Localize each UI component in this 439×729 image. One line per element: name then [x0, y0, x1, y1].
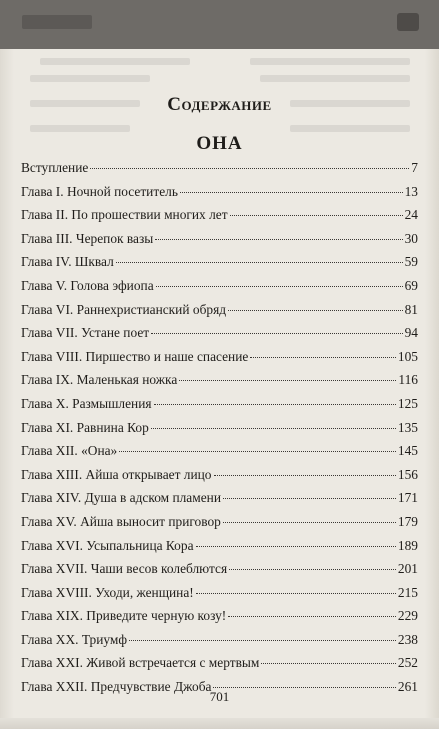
- dot-leader: [229, 569, 396, 570]
- dot-leader: [196, 593, 396, 594]
- toc-entry: [21, 325, 418, 349]
- toc-entry-page: 30: [404, 230, 418, 246]
- toc-entry: [21, 514, 418, 538]
- toc-entry-page: 229: [397, 608, 418, 624]
- toc-entry-title: Глава IX. Маленькая ножка: [21, 372, 178, 388]
- dot-leader: [261, 663, 396, 664]
- toc-entry: [21, 184, 418, 208]
- bleed-through-header: [0, 0, 439, 49]
- toc-entry-title: Глава XV. Айша выносит приговор: [21, 513, 221, 529]
- toc-entry-page: 13: [404, 183, 418, 199]
- dot-leader: [119, 451, 396, 452]
- dot-leader: [250, 357, 396, 358]
- page-edge-shadow: [0, 718, 439, 729]
- toc-entry-page: 189: [397, 537, 418, 553]
- dot-leader: [230, 215, 403, 216]
- toc-entry: [21, 467, 418, 491]
- toc-entry-page: 24: [404, 207, 418, 223]
- toc-entry-title: Глава XVIII. Уходи, женщина!: [21, 584, 194, 600]
- toc-entry: [21, 632, 418, 656]
- toc-entry-title: Глава XIV. Душа в адском пламени: [21, 490, 221, 506]
- toc-entry-page: 7: [411, 160, 418, 175]
- toc-entry-title: Глава I. Ночной посетитель: [21, 183, 178, 199]
- dot-leader: [179, 380, 396, 381]
- toc-entry-page: 94: [404, 325, 418, 341]
- dot-leader: [223, 498, 396, 499]
- toc-entry-title: Глава XII. «Она»: [21, 443, 118, 459]
- page-number: 701: [209, 689, 230, 704]
- toc-entry-title: Глава IV. Шквал: [21, 254, 114, 270]
- bleed-through-line: [30, 125, 130, 132]
- bleed-through-logo: [397, 13, 419, 31]
- toc-entry-page: 105: [397, 348, 418, 364]
- toc-entry: [21, 254, 418, 278]
- dot-leader: [151, 333, 402, 334]
- contents-heading: Содержание: [167, 94, 272, 115]
- bleed-through-line: [290, 125, 410, 132]
- toc-entry-title: Глава XI. Равнина Кор: [21, 419, 149, 435]
- toc-entry: [21, 585, 418, 609]
- toc-entry: [21, 655, 418, 679]
- dot-leader: [155, 239, 402, 240]
- toc-entry-title: Глава XVII. Чаши весов колеблются: [21, 561, 228, 577]
- dot-leader: [180, 192, 403, 193]
- bleed-through-line: [260, 75, 410, 82]
- toc-entry-title: Глава V. Голова эфиопа: [21, 277, 154, 293]
- bleed-through-line: [40, 58, 190, 65]
- toc-entry: [21, 372, 418, 396]
- toc-entry-page: 215: [397, 584, 418, 600]
- dot-leader: [214, 475, 396, 476]
- toc-entry-title: Глава XXI. Живой встречается с мертвым: [21, 655, 260, 671]
- toc-entry-title: Вступление: [21, 160, 89, 175]
- toc-entry-page: 135: [397, 419, 418, 435]
- toc-entry-page: 201: [397, 561, 418, 577]
- toc-entry-title: Глава XX. Триумф: [21, 631, 128, 647]
- bleed-through-heading: [22, 15, 92, 29]
- toc-entry: [21, 420, 418, 444]
- toc-entry-title: Глава XIX. Приведите черную козу!: [21, 608, 227, 624]
- dot-leader: [116, 262, 403, 263]
- bleed-through-line: [30, 75, 150, 82]
- toc-entry-page: 261: [397, 679, 418, 695]
- toc-entry-page: 59: [404, 254, 418, 270]
- table-of-contents: [21, 160, 418, 703]
- toc-entry-title: Глава X. Размышления: [21, 395, 152, 411]
- toc-entry-title: Глава XIII. Айша открывает лицо: [21, 466, 212, 482]
- toc-entry-page: 252: [397, 655, 418, 671]
- toc-entry: [21, 207, 418, 231]
- toc-entry-title: Глава XXII. Предчувствие Джоба: [21, 679, 212, 695]
- dot-leader: [90, 168, 409, 169]
- dot-leader: [129, 640, 396, 641]
- toc-entry-title: Глава II. По прошествии многих лет: [21, 207, 228, 223]
- toc-entry-page: 69: [404, 277, 418, 293]
- toc-entry-page: 156: [397, 466, 418, 482]
- toc-entry-page: 179: [397, 513, 418, 529]
- toc-entry: [21, 231, 418, 255]
- toc-entry: [21, 278, 418, 302]
- toc-entry: [21, 538, 418, 562]
- dot-leader: [196, 546, 396, 547]
- toc-entry: [21, 349, 418, 373]
- dot-leader: [228, 310, 403, 311]
- toc-entry-title: Глава III. Черепок вазы: [21, 230, 154, 246]
- toc-entry: [21, 396, 418, 420]
- toc-entry: [21, 490, 418, 514]
- toc-entry-page: 116: [398, 372, 418, 388]
- dot-leader: [151, 428, 396, 429]
- toc-entry: [21, 443, 418, 467]
- toc-entry: [21, 302, 418, 326]
- dot-leader: [213, 687, 395, 688]
- toc-entry-page: 125: [397, 395, 418, 411]
- dot-leader: [228, 616, 396, 617]
- toc-entry-title: Глава XVI. Усыпальница Кора: [21, 537, 194, 553]
- toc-entry-page: 238: [397, 631, 418, 647]
- part-title: ОНА: [196, 133, 243, 154]
- toc-entry: [21, 561, 418, 585]
- dot-leader: [223, 522, 396, 523]
- toc-entry: [21, 608, 418, 632]
- toc-entry-page: 81: [404, 301, 418, 317]
- toc-entry-title: Глава VI. Раннехристианский обряд: [21, 301, 227, 317]
- bleed-through-line: [250, 58, 410, 65]
- toc-entry-title: Глава VIII. Пиршество и наше спасение: [21, 348, 249, 364]
- toc-entry-page: 145: [397, 443, 418, 459]
- dot-leader: [156, 286, 403, 287]
- toc-entry: [21, 160, 418, 184]
- toc-entry-page: 171: [397, 490, 418, 506]
- dot-leader: [154, 404, 396, 405]
- toc-entry-title: Глава VII. Устане поет: [21, 325, 150, 341]
